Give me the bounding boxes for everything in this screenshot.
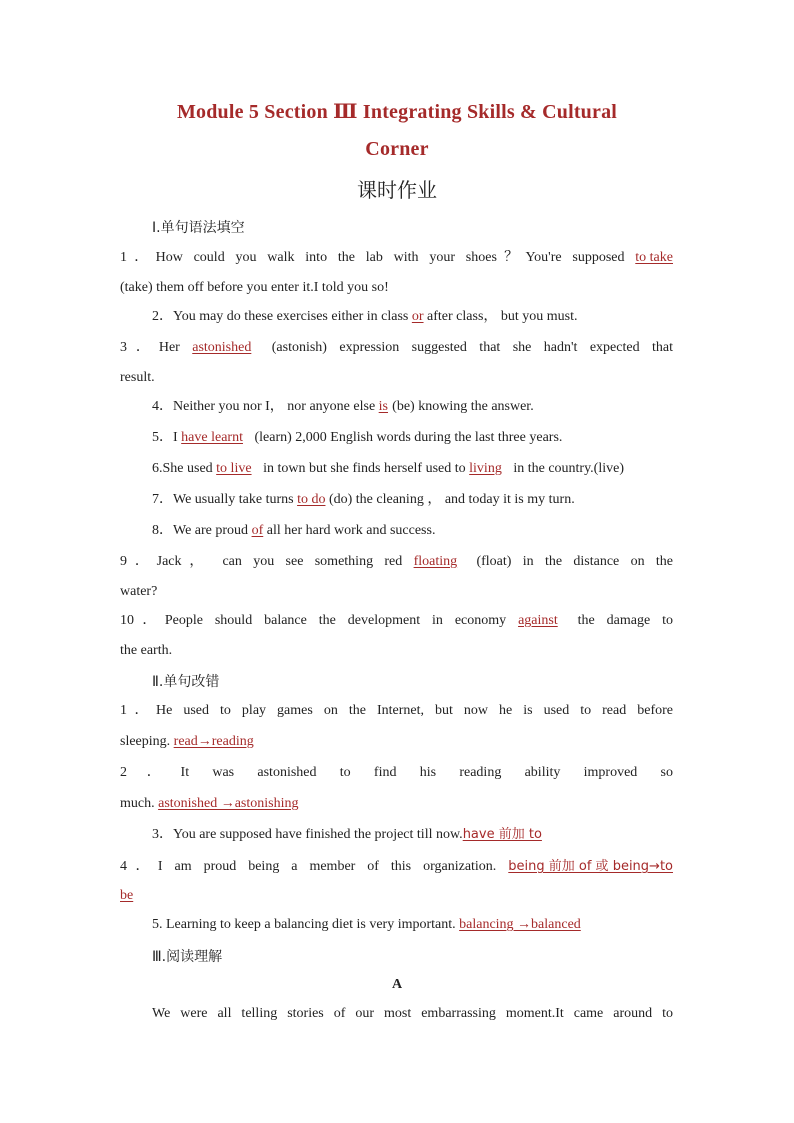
s2-q5: 5. Learning to keep a balancing diet is very important. balancing →balanced [152,916,589,934]
s2-q2-line2: much. astonished →astonishing [120,795,307,813]
page-title-line2: Corner [365,138,429,160]
s1-q9-line2: water? [120,584,158,599]
s1-q3-line1: 3．Her astonished (astonish) expression suggested that she hadn't expected that [120,340,673,355]
s1-q1-answer: to take [635,250,673,265]
s1-q4: 4．Neither you nor I， nor anyone else is (be) knowing the answer. [152,399,534,414]
page-subtitle: 课时作业 [357,178,437,202]
s1-q1-line1: 1．How could you walk into the lab with your shoes？You're supposed to take [120,250,673,265]
s2-q3-answer: have 前加 to [462,827,542,842]
s1-q8-answer: of [251,523,264,538]
s2-q5-answer: balancing →balanced [459,917,581,932]
s1-q2-answer: or [411,309,424,324]
s1-q3-line2: result. [120,370,155,385]
s1-q10-line1: 10．People should balance the development in economy against the damage to [120,613,673,628]
s2-q4-line2 [120,887,133,905]
s2-q4-line1: 4．I am proud being a member of this organization. being 前加 of 或 being→to [120,859,673,874]
s1-q1-line2: (take) them off before you enter it.I told you so! [120,280,389,295]
s2-q2-line1: 2．It was astonished to find his reading ability improved so [120,765,673,780]
s1-q6-answer2: living [469,461,502,476]
s1-q8: 8．We are proud of all her hard work and success. [152,523,436,538]
s2-q4-answer-cont: be [120,888,134,903]
s2-q1-line1: 1．He used to play games on the Internet, but now he is used to read before [120,703,673,718]
passage-label: A [391,977,403,992]
s2-q1-answer: read→reading [173,734,254,749]
s1-q5-answer: have learnt [181,430,243,445]
s1-q6: 6.She used to live in town but she finds herself used to living in the country.(live) [152,461,624,476]
s1-q9-line1: 9．Jack， can you see something red floating (float) in the distance on the [120,554,674,569]
s1-q3-answer: astonished [192,340,252,355]
s1-q7-answer: to do [297,492,326,507]
section1-heading: Ⅰ.单句语法填空 [152,220,245,236]
s2-q3: 3．You are supposed have finished the project till now.have 前加 to [152,827,542,842]
s1-q5: 5．I have learnt (learn) 2,000 English words during the last three years. [152,430,563,445]
s1-q10-answer: against [518,613,558,628]
page-title-line1: Module 5 Section Ⅲ Integrating Skills & Cultural [176,101,618,123]
s2-q4-answer: being 前加 of 或 being→to [508,859,673,874]
s1-q9-answer: floating [413,554,458,569]
section2-heading: Ⅱ.单句改错 [152,674,220,690]
s1-q10-line2: the earth. [120,643,173,658]
s1-q2: 2．You may do these exercises either in class or after class， but you must. [152,309,578,324]
s2-q1-line2: sleeping. read→reading [120,733,262,751]
passage-first-line: We were all telling stories of our most embarrassing moment.It came around to [152,1006,673,1021]
s1-q7: 7．We usually take turns to do (do) the cleaning ， and today it is my turn. [152,492,575,507]
s2-q2-answer: astonished →astonishing [158,796,299,811]
section3-heading: Ⅲ.阅读理解 [152,949,223,965]
s1-q6-answer1: to live [216,461,252,476]
s1-q4-answer: is [378,399,389,414]
